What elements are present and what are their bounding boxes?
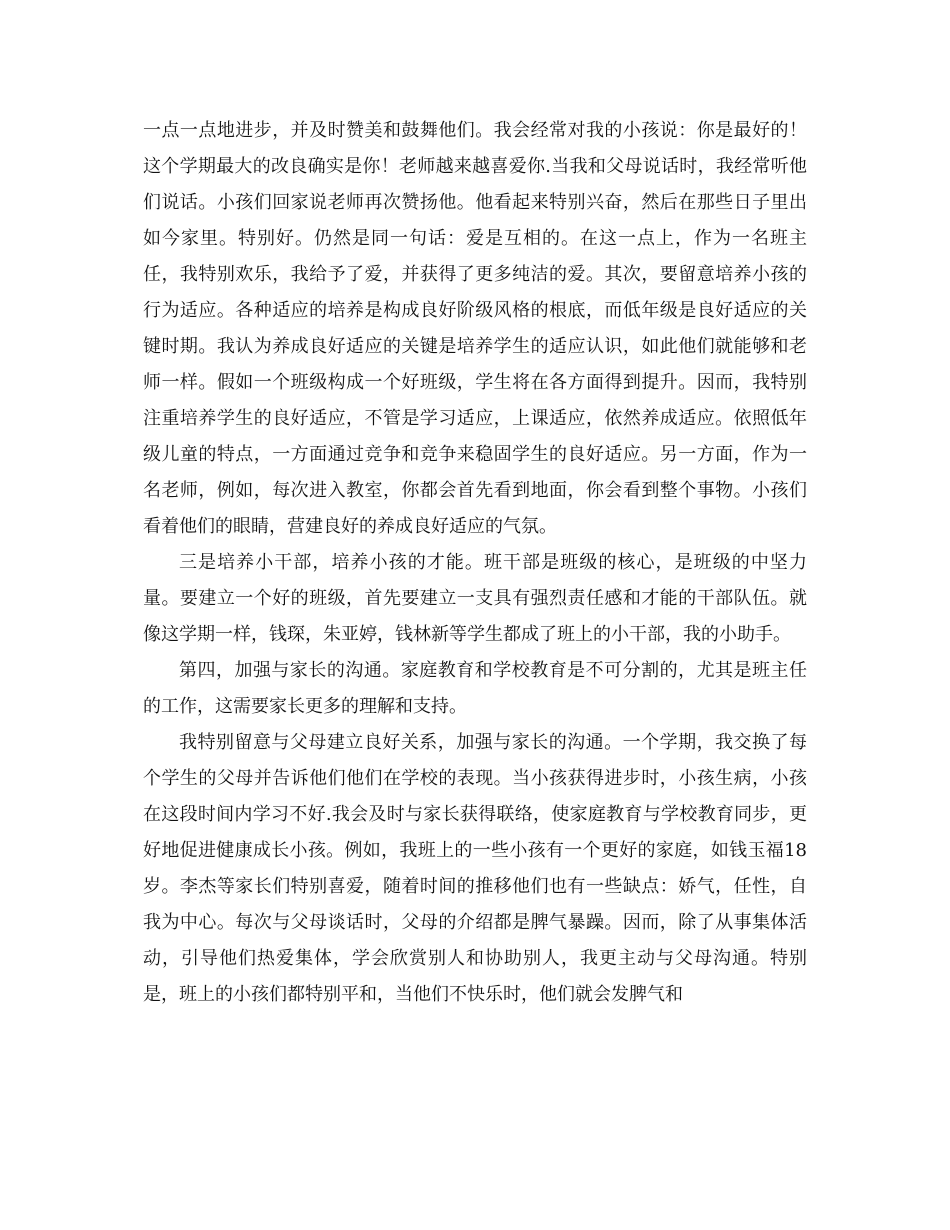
document-body: [143, 113, 807, 1013]
paragraph-1: 一点一点地进步，并及时赞美和鼓舞他们。我会经常对我的小孩说：你是最好的！这个学期最大的改良确实是你！老师越来越喜爱你.当我和父母说话时，我经常听他们说话。小孩们回家说老师再次赞扬他。他看起来特别兴奋，然后在那些日子里出如今家里。特别好。仍然是同一句话：爱是互相的。在这一点上，作为一名班主任，我特别欢乐，我给予了爱，并获得了更多纯洁的爱。其次，要留意培养小孩的行为适应。各种适应的培养是构成良好阶级风格的根底，而低年级是良好适应的关键时期。我认为养成良好适应的关键是培养学生的适应认识，如此他们就能够和老师一样。假如一个班级构成一个好班级，学生将在各方面得到提升。因而，我特别注重培养学生的良好适应，不管是学习适应，上课适应，依然养成适应。依照低年级儿童的特点，一方面通过竞争和竞争来稳固学生的良好适应。另一方面，作为一名老师，例如，每次进入教室，你都会首先看到地面，你会看到整个事物。小孩们看着他们的眼睛，营建良好的养成良好适应的气氛。: [143, 120, 807, 537]
paragraph-2: 三是培养小干部，培养小孩的才能。班干部是班级的核心，是班级的中坚力量。要建立一个好的班级，首先要建立一支具有强烈责任感和才能的干部队伍。就像这学期一样，钱琛，朱亚婷，钱林新等学生都成了班上的小干部，我的小助手。: [143, 552, 807, 645]
paragraph-4: 我特别留意与父母建立良好关系，加强与家长的沟通。一个学期，我交换了每个学生的父母并告诉他们他们在学校的表现。当小孩获得进步时，小孩生病，小孩在这段时间内学习不好.我会及时与家长获得联络，使家庭教育与学校教育同步，更好地促进健康成长小孩。例如，我班上的一些小孩有一个更好的家庭，如钱玉福18岁。李杰等家长们特别喜爱，随着时间的推移他们也有一些缺点：娇气，任性，自我为中心。每次与父母谈话时，父母的介绍都是脾气暴躁。因而，除了从事集体活动，引导他们热爱集体，学会欣赏别人和协助别人，我更主动与父母沟通。特别是，班上的小孩们都特别平和，当他们不快乐时，他们就会发脾气和: [143, 732, 807, 1005]
paragraph-3: 第四，加强与家长的沟通。家庭教育和学校教育是不可分割的，尤其是班主任的工作，这需要家长更多的理解和支持。: [143, 660, 807, 717]
